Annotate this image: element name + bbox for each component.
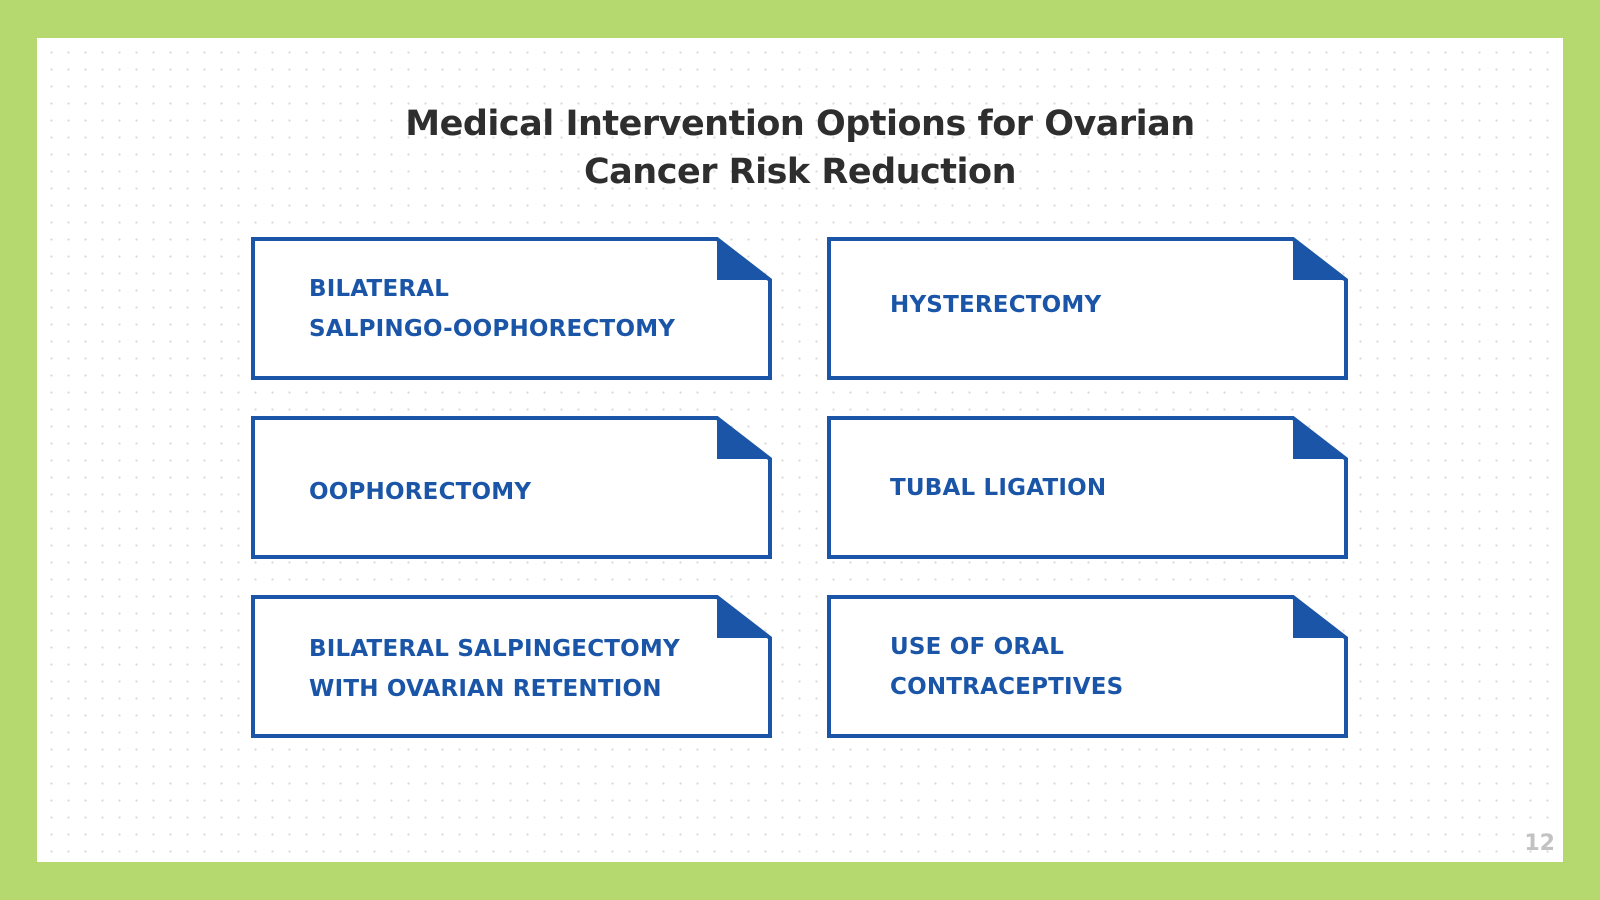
slide-title-line-2: Cancer Risk Reduction bbox=[584, 152, 1016, 192]
slide-title bbox=[37, 100, 1563, 196]
option-label: USE OF ORAL CONTRACEPTIVES bbox=[890, 633, 1124, 700]
option-label: HYSTERECTOMY bbox=[890, 291, 1102, 318]
option-label: OOPHORECTOMY bbox=[309, 478, 532, 505]
option-label: TUBAL LIGATION bbox=[890, 474, 1107, 501]
slide-title-line-1: Medical Intervention Options for Ovarian bbox=[405, 104, 1195, 144]
option-card-bilateral-salpingectomy bbox=[251, 595, 772, 738]
option-card-bilateral-salpingo-oophorectomy bbox=[251, 237, 772, 380]
option-label: BILATERAL SALPINGECTOMY WITH OVARIAN RETENTION bbox=[309, 635, 680, 702]
option-label: BILATERAL SALPINGO-OOPHORECTOMY bbox=[309, 275, 676, 342]
page-number: 12 bbox=[1524, 831, 1555, 856]
option-card-oophorectomy bbox=[251, 416, 772, 559]
slide bbox=[37, 38, 1563, 862]
option-card-tubal-ligation bbox=[827, 416, 1348, 559]
option-card-hysterectomy bbox=[827, 237, 1348, 380]
option-card-oral-contraceptives bbox=[827, 595, 1348, 738]
